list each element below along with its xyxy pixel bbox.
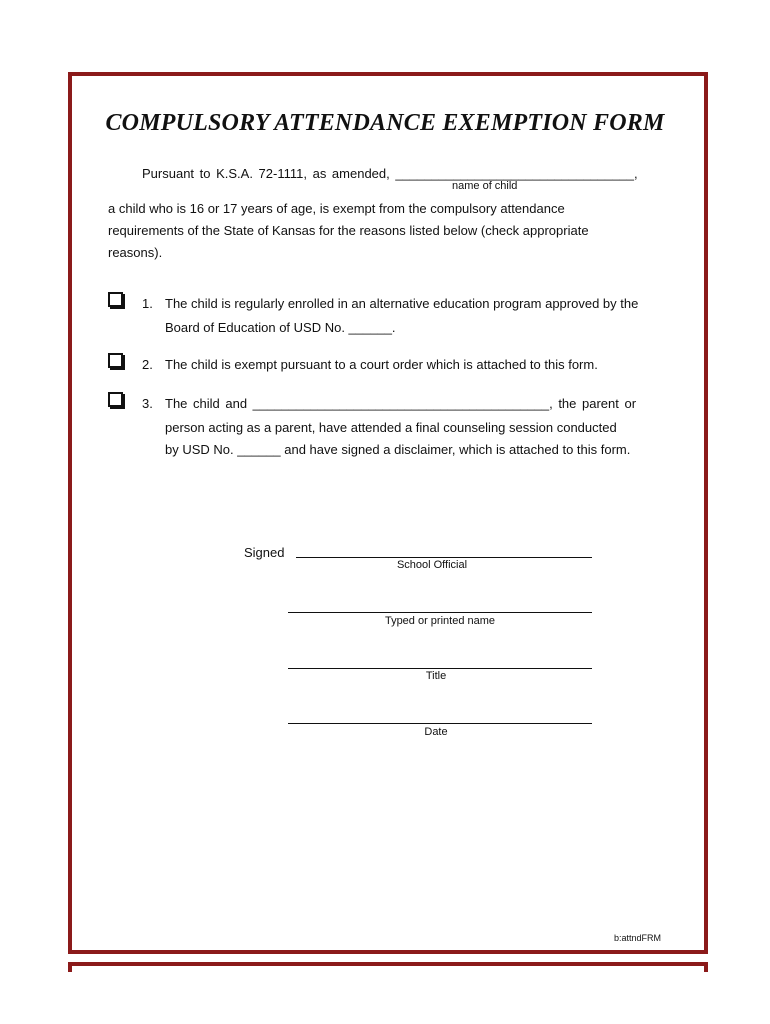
bottom-rule-left-tick xyxy=(68,962,72,972)
form-title: COMPULSORY ATTENDANCE EXEMPTION FORM xyxy=(105,110,665,136)
title-caption: Title xyxy=(425,670,447,682)
intro-line: Pursuant to K.S.A. 72-1111, as amended, _________________________________, xyxy=(142,166,638,181)
signed-label: Signed xyxy=(244,545,285,560)
reason-3-number: 3. xyxy=(142,396,153,411)
date-line[interactable] xyxy=(288,723,592,724)
body-line-1: a child who is 16 or 17 years of age, is exempt from the compulsory attendance xyxy=(108,201,565,216)
typed-name-line[interactable] xyxy=(288,612,592,613)
body-line-3: reasons). xyxy=(108,245,163,260)
date-caption: Date xyxy=(424,726,448,738)
name-of-child-caption: name of child xyxy=(452,180,518,192)
reason-1-number: 1. xyxy=(142,296,153,311)
school-official-caption: School Official xyxy=(396,559,468,571)
reason-2-line-1: The child is exempt pursuant to a court order which is attached to this form. xyxy=(165,357,598,372)
reason-1-checkbox[interactable] xyxy=(108,292,123,307)
reason-1-line-1: The child is regularly enrolled in an alternative education program approved by the xyxy=(165,296,639,311)
reason-3-line-3: by USD No. ______ and have signed a disclaimer, which is attached to this form. xyxy=(165,442,631,457)
bottom-rule xyxy=(68,962,708,966)
reason-2-number: 2. xyxy=(142,357,153,372)
reason-3-checkbox[interactable] xyxy=(108,392,123,407)
official-signature-line[interactable] xyxy=(296,557,592,558)
reason-3-line-2: person acting as a parent, have attended a final counseling session conducted xyxy=(165,420,617,435)
reason-1-line-2: Board of Education of USD No. ______. xyxy=(165,320,396,335)
title-line[interactable] xyxy=(288,668,592,669)
typed-name-caption: Typed or printed name xyxy=(384,615,496,627)
body-line-2: requirements of the State of Kansas for the reasons listed below (check appropriate xyxy=(108,223,589,238)
bottom-rule-right-tick xyxy=(704,962,708,972)
footer-code: b:attndFRM xyxy=(614,933,662,943)
reason-3-line-1: The child and _________________________________________, the parent or xyxy=(165,396,637,411)
reason-2-checkbox[interactable] xyxy=(108,353,123,368)
